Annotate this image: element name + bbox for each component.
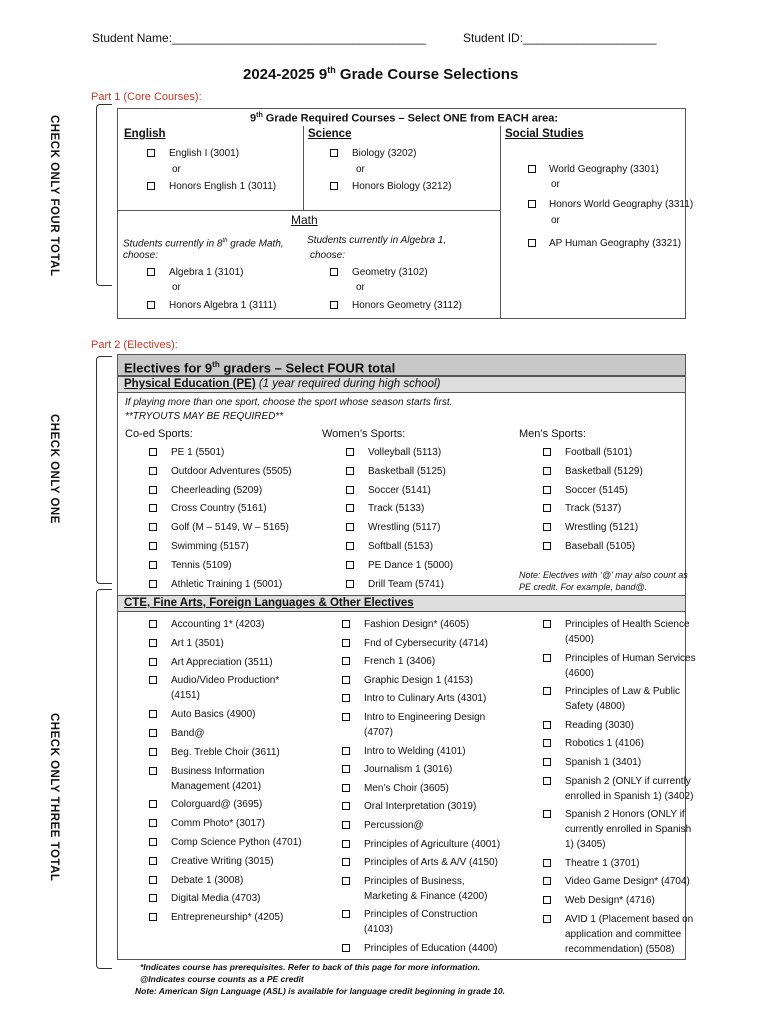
checkbox-cte-col2-4[interactable] (342, 694, 350, 702)
course-label: Safety (4800) (565, 701, 626, 713)
course-label: Spanish 1 (3401) (565, 757, 642, 768)
course-label: Volleyball (5113) (368, 447, 442, 458)
core-courses-table (117, 108, 686, 319)
course-label: Algebra 1 (3101) (169, 267, 244, 278)
checkbox-pe-coed-2[interactable] (149, 486, 157, 494)
or-label: or (356, 282, 365, 293)
checkbox-cte-col2-1[interactable] (342, 639, 350, 647)
checkbox-pe-men-1[interactable] (543, 467, 551, 475)
checkbox-cte-col1-14[interactable] (149, 913, 157, 921)
course-label: Principles of Business, (364, 875, 465, 887)
checkbox-cte-col1-0[interactable] (149, 620, 157, 628)
course-label: Outdoor Adventures (5505) (171, 465, 292, 477)
checkbox-pe-women-1[interactable] (346, 467, 354, 475)
checkbox-cte-col2-5[interactable] (342, 713, 350, 721)
cte-title: CTE, Fine Arts, Foreign Languages & Other Electives (124, 597, 414, 609)
footer-pe-credit-note: @Indicates course counts as a PE credit (140, 974, 304, 984)
course-label: Honors Geometry (3112) (352, 300, 462, 311)
checkbox-pe-coed-5[interactable] (149, 542, 157, 550)
course-label: Debate 1 (3008) (171, 874, 244, 886)
course-label: Intro to Engineering Design (364, 712, 486, 723)
course-label: Soccer (5141) (368, 484, 431, 496)
footer-prereq-note: *Indicates course has prerequisites. Refer to back of this page for more information. (140, 962, 481, 972)
checkbox-honors-biology[interactable] (330, 182, 338, 190)
checkbox-cte-col3-10[interactable] (543, 896, 551, 904)
checkbox-pe-women-2[interactable] (346, 486, 354, 494)
checkbox-cte-col2-12[interactable] (342, 858, 350, 866)
course-label: Cheerleading (5209) (171, 484, 263, 496)
checkbox-pe-men-3[interactable] (543, 504, 551, 512)
course-label: Basketball (5129) (565, 465, 643, 477)
course-label: Art 1 (3501) (171, 637, 224, 649)
part1-label: Part 1 (Core Courses): (91, 91, 202, 103)
checkbox-cte-col2-13[interactable] (342, 877, 350, 885)
or-label: or (551, 179, 560, 190)
checkbox-cte-col3-4[interactable] (543, 739, 551, 747)
checkbox-pe-coed-1[interactable] (149, 467, 157, 475)
course-label: Oral Interpretation (3019) (364, 801, 477, 813)
pe-men-note-2: PE credit. For example, band@. (519, 582, 648, 592)
course-label: Soccer (5145) (565, 484, 628, 496)
checkbox-pe-coed-0[interactable] (149, 448, 157, 456)
course-label: Percussion@ (364, 820, 424, 831)
checkbox-pe-women-6[interactable] (346, 561, 354, 569)
checkbox-cte-col1-4[interactable] (149, 710, 157, 718)
course-label: Colorguard@ (3695) (171, 799, 263, 811)
course-label: (4707) (364, 727, 393, 738)
checkbox-honors-algebra-1[interactable] (147, 301, 155, 309)
checkbox-cte-col3-7[interactable] (543, 810, 551, 818)
course-label: Track (5133) (368, 503, 425, 515)
course-label: Track (5137) (565, 503, 622, 515)
course-label: French 1 (3406) (364, 656, 436, 668)
course-label: Honors Algebra 1 (3111) (169, 300, 277, 311)
course-label: (4500) (565, 634, 594, 645)
course-label: Journalism 1 (3016) (364, 764, 453, 776)
course-label: Beg. Treble Choir (3611) (171, 746, 280, 758)
checkbox-honors-english-1[interactable] (147, 182, 155, 190)
course-label: Fashion Design* (4605) (364, 619, 470, 630)
checkbox-algebra-1[interactable] (147, 268, 155, 276)
checkbox-cte-col2-15[interactable] (342, 944, 350, 952)
course-label: Men’s Choir (3605) (364, 782, 449, 794)
course-label: recommendation) (5508) (565, 943, 675, 955)
course-label: Art Appreciation (3511) (171, 656, 273, 668)
checkbox-pe-coed-7[interactable] (149, 580, 157, 588)
part1-bracket (96, 104, 112, 286)
course-label: Athletic Training 1 (5001) (171, 578, 283, 590)
or-label: or (172, 164, 181, 175)
checkbox-cte-col1-1[interactable] (149, 639, 157, 647)
course-label: Accounting 1* (4203) (171, 619, 265, 630)
checkbox-cte-col1-5[interactable] (149, 729, 157, 737)
course-label: Softball (5153) (368, 541, 434, 552)
course-label: Geometry (3102) (352, 267, 428, 278)
pe-side-label: CHECK ONLY ONE (48, 414, 60, 524)
pe-bracket (96, 356, 112, 584)
course-label: (4151) (171, 690, 200, 702)
page-title: 2024-2025 9th Grade Course Selections (243, 65, 519, 83)
course-label: Graphic Design 1 (4153) (364, 674, 473, 686)
checkbox-cte-col1-9[interactable] (149, 819, 157, 827)
course-label: Principles of Arts & A/V (4150) (364, 857, 498, 869)
checkbox-cte-col3-8[interactable] (543, 859, 551, 867)
core-heading: 9th Grade Required Courses – Select ONE from EACH area: (250, 112, 558, 125)
course-label: Business Information (171, 765, 265, 777)
course-label: Swimming (5157) (171, 541, 249, 552)
checkbox-cte-col2-3[interactable] (342, 676, 350, 684)
checkbox-cte-col2-6[interactable] (342, 747, 350, 755)
electives-heading: Electives for 9th graders – Select FOUR total (124, 360, 396, 376)
course-label: Football (5101) (565, 447, 633, 458)
checkbox-cte-col1-2[interactable] (149, 658, 157, 666)
pe-men-note-1: Note: Electives with ‘@’ may also count as (519, 570, 688, 580)
course-label: Principles of Education (4400) (364, 943, 498, 954)
course-label: Honors English 1 (3011) (169, 181, 277, 192)
course-label: Auto Basics (4900) (171, 709, 256, 721)
checkbox-cte-col2-14[interactable] (342, 910, 350, 918)
pe-title: Physical Education (PE) (1 year required during high school) (124, 378, 441, 390)
course-label: Spanish 2 (ONLY if currently (565, 775, 691, 787)
course-label: Basketball (5125) (368, 465, 446, 477)
checkbox-cte-col1-13[interactable] (149, 894, 157, 902)
course-label: Cross Country (5161) (171, 503, 267, 515)
checkbox-cte-col1-7[interactable] (149, 767, 157, 775)
course-label: Reading (3030) (565, 719, 634, 731)
checkbox-pe-men-4[interactable] (543, 523, 551, 531)
checkbox-pe-coed-3[interactable] (149, 504, 157, 512)
course-label: AP Human Geography (3321) (549, 238, 682, 249)
math-title: Math (291, 213, 318, 227)
course-label: Biology (3202) (352, 148, 417, 159)
checkbox-pe-women-5[interactable] (346, 542, 354, 550)
part2-label: Part 2 (Electives): (91, 339, 178, 351)
checkbox-cte-col1-10[interactable] (149, 838, 157, 846)
checkbox-pe-women-7[interactable] (346, 580, 354, 588)
course-label: 1) (3405) (565, 839, 606, 851)
checkbox-geometry[interactable] (330, 268, 338, 276)
checkbox-cte-col1-3[interactable] (149, 676, 157, 684)
checkbox-cte-col3-3[interactable] (543, 721, 551, 729)
math-note-left: Students currently in 8th grade Math, (123, 238, 284, 250)
course-label: Wrestling (5121) (565, 522, 639, 534)
checkbox-world-geography[interactable] (528, 165, 536, 173)
course-label: Management (4201) (171, 780, 262, 792)
checkbox-english-1[interactable] (147, 149, 155, 157)
course-label: Baseball (5105) (565, 541, 636, 552)
course-label: enrolled in Spanish 1) (3402) (565, 790, 694, 802)
course-label: Golf (M – 5149, W – 5165) (171, 522, 289, 534)
checkbox-cte-col2-2[interactable] (342, 657, 350, 665)
checkbox-honors-world-geography[interactable] (528, 200, 536, 208)
course-label: Video Game Design* (4704) (565, 876, 690, 888)
course-label: Audio/Video Production* (171, 675, 280, 687)
course-label: (4103) (364, 924, 393, 936)
course-label: Principles of Health Science (565, 619, 690, 630)
checkbox-honors-geometry[interactable] (330, 301, 338, 309)
checkbox-cte-col2-7[interactable] (342, 765, 350, 773)
checkbox-pe-women-4[interactable] (346, 523, 354, 531)
course-label: PE Dance 1 (5000) (368, 559, 454, 571)
checkbox-pe-men-0[interactable] (543, 448, 551, 456)
checkbox-cte-col1-11[interactable] (149, 857, 157, 865)
checkbox-cte-col3-2[interactable] (543, 687, 551, 695)
course-label: Intro to Welding (4101) (364, 745, 466, 757)
checkbox-cte-col2-9[interactable] (342, 802, 350, 810)
course-label: currently enrolled in Spanish (565, 824, 692, 836)
course-label: Tennis (5109) (171, 559, 232, 571)
course-label: English I (3001) (169, 148, 240, 159)
course-label: Comp Science Python (4701) (171, 837, 302, 848)
coed-title: Co-ed Sports: (125, 428, 193, 440)
checkbox-biology[interactable] (330, 149, 338, 157)
student-id-field[interactable]: Student ID:____________________ (463, 31, 657, 45)
checkbox-cte-col1-12[interactable] (149, 876, 157, 884)
checkbox-cte-col3-11[interactable] (543, 915, 551, 923)
pe-note-2: **TRYOUTS MAY BE REQUIRED** (125, 411, 284, 422)
math-note-left-choose: choose: (123, 250, 159, 261)
math-note-right-choose: choose: (310, 250, 346, 261)
student-name-field[interactable]: Student Name:______________________________________ (92, 31, 426, 45)
checkbox-pe-coed-6[interactable] (149, 561, 157, 569)
men-title: Men’s Sports: (519, 428, 587, 440)
course-label: (4600) (565, 667, 594, 679)
course-label: Principles of Law & Public (565, 686, 681, 698)
course-label: Entrepreneurship* (4205) (171, 912, 284, 924)
or-label: or (356, 164, 365, 175)
course-label: Intro to Culinary Arts (4301) (364, 693, 487, 705)
course-label: Wrestling (5117) (368, 522, 441, 534)
checkbox-cte-col2-8[interactable] (342, 784, 350, 792)
course-label: Web Design* (4716) (565, 895, 655, 906)
checkbox-cte-col2-10[interactable] (342, 821, 350, 829)
course-label: Principles of Human Services (565, 652, 696, 664)
checkbox-ap-human-geography[interactable] (528, 239, 536, 247)
women-title: Women’s Sports: (322, 428, 406, 440)
checkbox-cte-col3-9[interactable] (543, 877, 551, 885)
checkbox-cte-col1-6[interactable] (149, 748, 157, 756)
checkbox-pe-women-0[interactable] (346, 448, 354, 456)
course-label: Creative Writing (3015) (171, 855, 274, 867)
course-label: Digital Media (4703) (171, 893, 261, 905)
course-label: Honors World Geography (3311) (549, 199, 694, 210)
course-label: PE 1 (5501) (171, 447, 225, 458)
math-note-right: Students currently in Algebra 1, (307, 235, 447, 246)
course-label: Marketing & Finance (4200) (364, 890, 488, 902)
course-label: Band@ (171, 728, 205, 739)
course-label: AVID 1 (Placement based on (565, 913, 694, 925)
footer-asl-note: Note: American Sign Language (ASL) is available for language credit beginning in grade 10. (135, 986, 505, 996)
checkbox-cte-col3-5[interactable] (543, 758, 551, 766)
checkbox-cte-col3-0[interactable] (543, 620, 551, 628)
cte-side-label: CHECK ONLY THREE TOTAL (48, 713, 60, 882)
checkbox-cte-col2-0[interactable] (342, 620, 350, 628)
or-label: or (551, 215, 560, 226)
course-label: Comm Photo* (3017) (171, 818, 265, 830)
checkbox-cte-col3-6[interactable] (543, 777, 551, 785)
checkbox-pe-coed-4[interactable] (149, 523, 157, 531)
course-label: Spanish 2 Honors (ONLY if (565, 809, 685, 821)
english-title: English (124, 128, 166, 140)
pe-note-1: If playing more than one sport, choose the sport whose season starts first. (125, 397, 453, 408)
checkbox-cte-col1-8[interactable] (149, 800, 157, 808)
course-label: Theatre 1 (3701) (565, 857, 640, 869)
course-label: Principles of Agriculture (4001) (364, 838, 501, 850)
course-label: World Geography (3301) (549, 164, 659, 175)
course-label: Honors Biology (3212) (352, 181, 452, 192)
course-label: Robotics 1 (4106) (565, 738, 644, 750)
checkbox-cte-col3-1[interactable] (543, 654, 551, 662)
checkbox-pe-women-3[interactable] (346, 504, 354, 512)
course-label: Drill Team (5741) (368, 578, 444, 590)
checkbox-cte-col2-11[interactable] (342, 840, 350, 848)
cte-bracket (96, 589, 112, 969)
checkbox-pe-men-2[interactable] (543, 486, 551, 494)
or-label: or (172, 282, 181, 293)
part1-side-label: CHECK ONLY FOUR TOTAL (48, 115, 60, 277)
checkbox-pe-men-5[interactable] (543, 542, 551, 550)
science-title: Science (308, 128, 352, 140)
course-label: Fnd of Cybersecurity (4714) (364, 637, 488, 649)
course-label: Principles of Construction (364, 909, 478, 921)
social-studies-title: Social Studies (505, 128, 584, 140)
course-label: application and committee (565, 928, 682, 940)
